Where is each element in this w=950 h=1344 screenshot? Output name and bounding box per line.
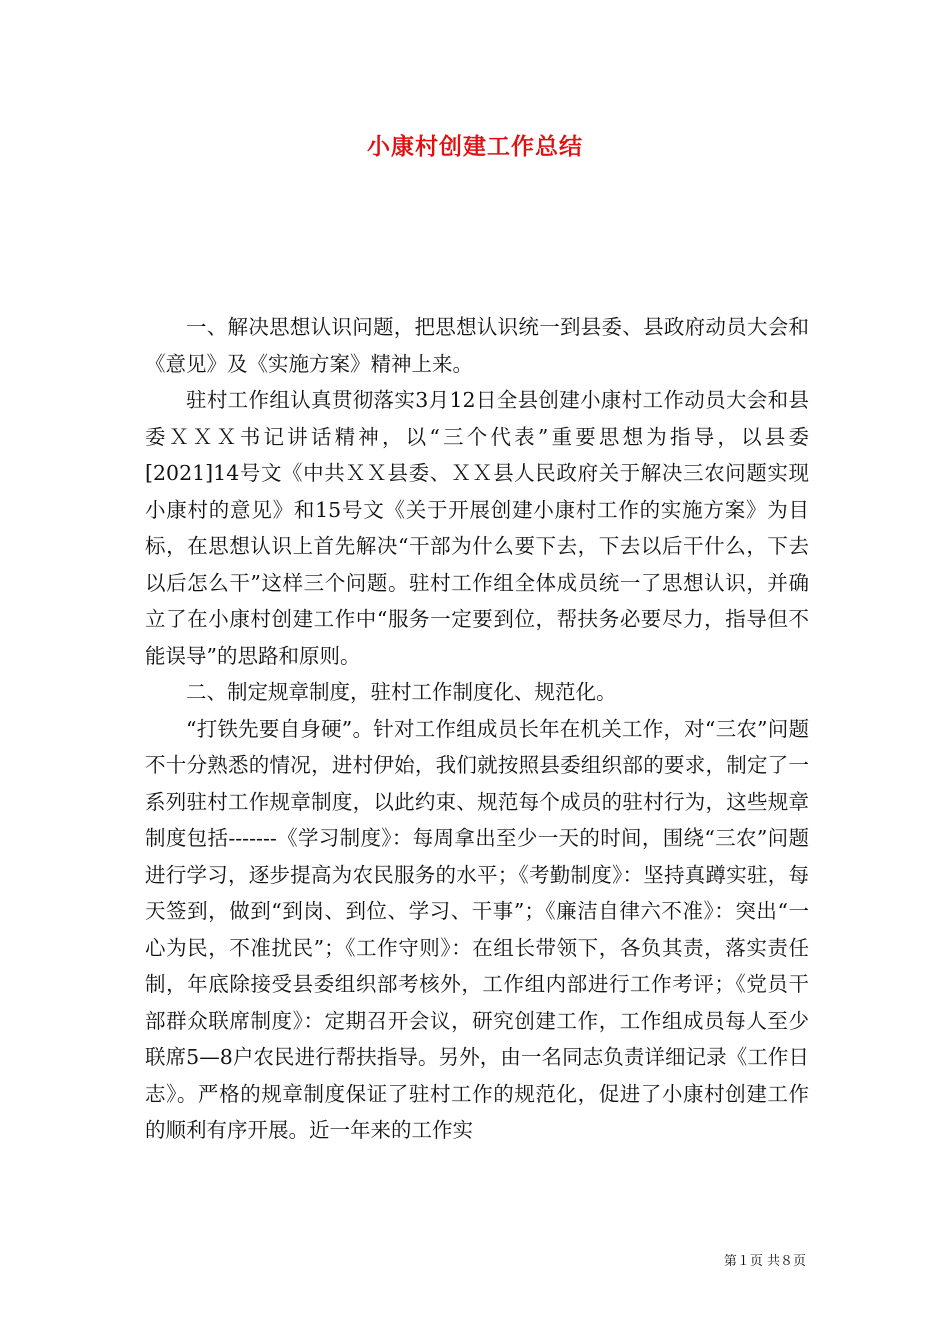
paragraph: “打铁先要自身硬”。针对工作组成员长年在机关工作，对“三农”问题不十分熟悉的情况，进村伊始，我们就按照县委组织部的要求，制定了一系列驻村工作规章制度，以此约束、规范每个成员的驻村行为，这些规章制度包括-------《学习制度》：每周拿出至少一天的时间，围绕“三农”问题进行学习，逐步提高为农民服务的水平；《考勤制度》：坚持真蹲实驻，每天签到，做到“到岗、到位、学习、干事”；《廉洁自律六不准》：突出“一心为民，不准扰民”；《工作守则》：在组长带领下，各负其责，落实责任制，年底除接受县委组织部考核外，工作组内部进行工作考评；《党员干部群众联席制度》：定期召开会议，研究创建工作，工作组成员每人至少联席5—8户农民进行帮扶指导。另外，由一名同志负责详细记录《工作日志》。严格的规章制度保证了驻村工作的规范化，促进了小康村创建工作的顺利有序开展。近一年来的工作实 <box>145 716 809 1142</box>
paragraph: 驻村工作组认真贯彻落实3月12日全县创建小康村工作动员大会和县委ＸＸＸ书记讲话精神，以“三个代表”重要思想为指导，以县委[2021]14号文《中共ＸＸ县委、ＸＸ县人民政府关于解决三农问题实现小康村的意见》和15号文《关于开展创建小康村工作的实施方案》为目标，在思想认识上首先解决“干部为什么要下去，下去以后干什么，下去以后怎么干”这样三个问题。驻村工作组全体成员统一了思想认识，并确立了在小康村创建工作中“服务一定要到位，帮扶务必要尽力，指导但不能误导”的思路和原则。 <box>145 388 809 668</box>
paragraph: 一、解决思想认识问题，把思想认识统一到县委、县政府动员大会和《意见》及《实施方案》精神上来。 <box>145 315 809 376</box>
document-title: 小康村创建工作总结 <box>367 133 583 160</box>
paragraph: 二、制定规章制度，驻村工作制度化、规范化。 <box>186 680 617 704</box>
document-body <box>145 309 809 1149</box>
page-number: 第１页 共８页 <box>723 1254 806 1269</box>
